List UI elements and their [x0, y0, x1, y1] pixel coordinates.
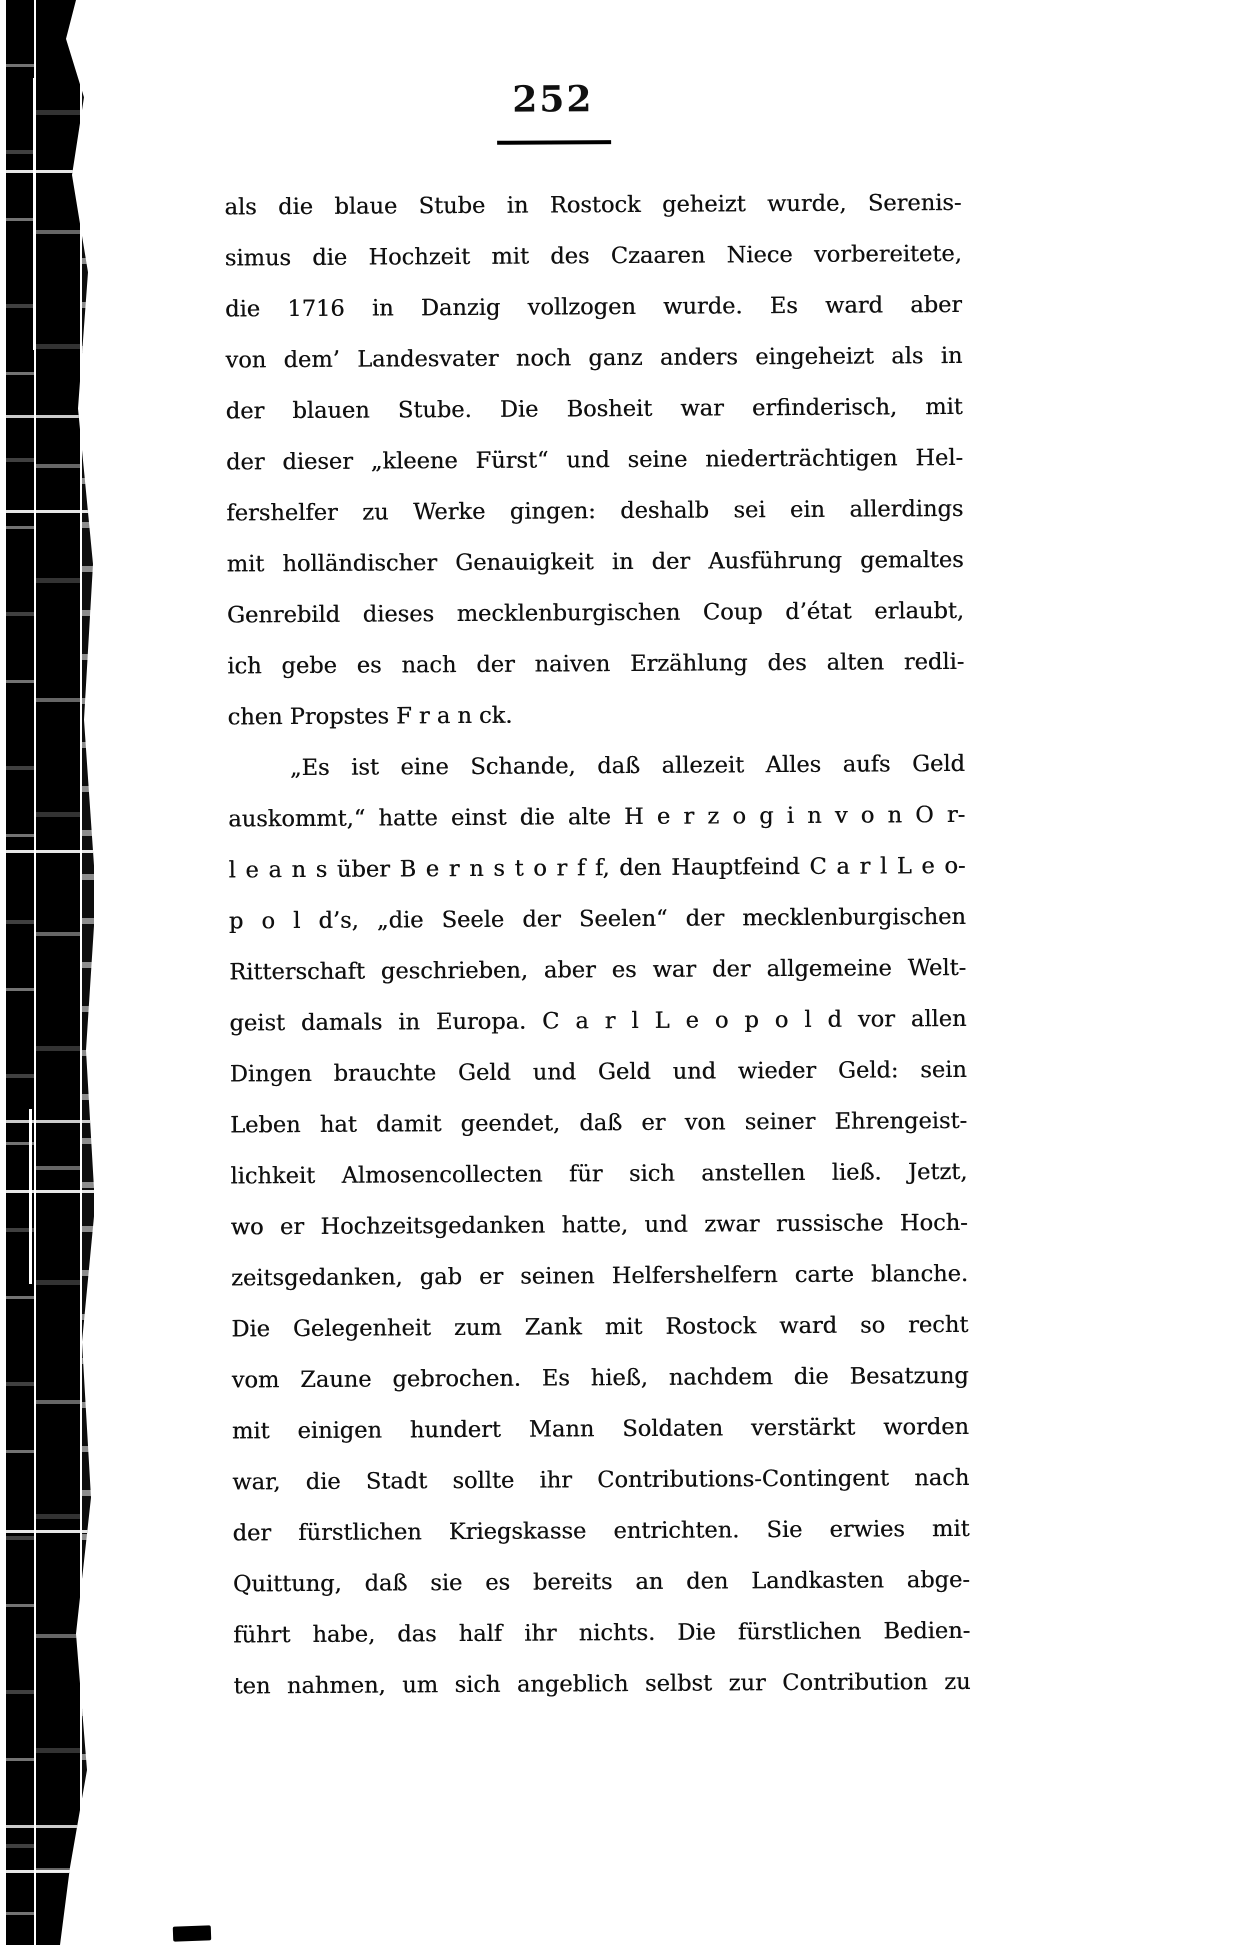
text-line: vom Zaune gebrochen. Es hieß, nachdem die Besatzung — [231, 1362, 969, 1394]
text-line: Leben hat damit geendet, daß er von seiner Ehrengeist- — [230, 1107, 968, 1139]
text-line: simus die Hochzeit mit des Czaaren Niece vorbereitete, — [224, 240, 962, 272]
text-line: die 1716 in Danzig vollzogen wurde. Es ward aber — [225, 291, 963, 323]
text-line: l e a n s über B e r n s t o r f f, den Hauptfeind C a r l L e o- — [228, 852, 966, 884]
text-line: Quittung, daß sie es bereits an den Landkasten abge- — [232, 1566, 970, 1598]
text-line: führt habe, das half ihr nichts. Die fürstlichen Bedien- — [233, 1617, 971, 1649]
text-line: p o l d’s, „die Seele der Seelen“ der mecklenburgischen — [228, 903, 966, 935]
text-line: der fürstlichen Kriegskasse entrichten. Sie erwies mit — [232, 1515, 970, 1547]
text-line: geist damals in Europa. C a r l L e o p o l d vor allen — [229, 1005, 967, 1037]
text-line: als die blaue Stube in Rostock geheizt wurde, Serenis- — [224, 189, 962, 221]
text-line: Dingen brauchte Geld und Geld und wieder Geld: sein — [229, 1056, 967, 1088]
page-number-rule — [497, 140, 611, 145]
text-line: „Es ist eine Schande, daß allezeit Alles aufs Geld — [289, 750, 965, 782]
text-line: war, die Stadt sollte ihr Contributions-Contingent nach — [232, 1464, 970, 1496]
text-line: Die Gelegenheit zum Zank mit Rostock ward so recht — [231, 1311, 969, 1343]
text-column — [224, 178, 970, 1712]
text-line: der dieser „kleene Fürst“ und seine niederträchtigen Hel- — [225, 444, 964, 476]
text-line: mit einigen hundert Mann Soldaten verstärkt worden — [231, 1413, 970, 1445]
text-line: Ritterschaft geschrieben, aber es war der allgemeine Welt- — [229, 954, 967, 986]
text-line: von dem’ Landesvater noch ganz anders eingeheizt als in — [225, 342, 963, 374]
text-line: Genrebild dieses mecklenburgischen Coup d’état erlaubt, — [226, 597, 965, 629]
text-line: lichkeit Almosencollecten für sich anstellen ließ. Jetzt, — [230, 1158, 968, 1190]
text-line: zeitsgedanken, gab er seinen Helfershelfern carte blanche. — [230, 1260, 969, 1292]
text-line: ten nahmen, um sich angeblich selbst zur Contribution zu — [233, 1668, 971, 1700]
text-line: auskommt,“ hatte einst die alte H e r z o g i n v o n O r- — [228, 801, 966, 833]
text-line: wo er Hochzeitsgedanken hatte, und zwar russische Hoch- — [230, 1209, 968, 1241]
text-line: fershelfer zu Werke gingen: deshalb sei ein allerdings — [226, 495, 964, 527]
text-line: der blauen Stube. Die Bosheit war erfinderisch, mit — [225, 393, 963, 425]
text-line: mit holländischer Genauigkeit in der Ausführung gemaltes — [226, 546, 964, 578]
page-number: 252 — [512, 78, 594, 121]
text-line: ich gebe es nach der naiven Erzählung des alten redli- — [227, 648, 965, 680]
text-line: chen Propstes F r a n ck. — [227, 702, 513, 731]
